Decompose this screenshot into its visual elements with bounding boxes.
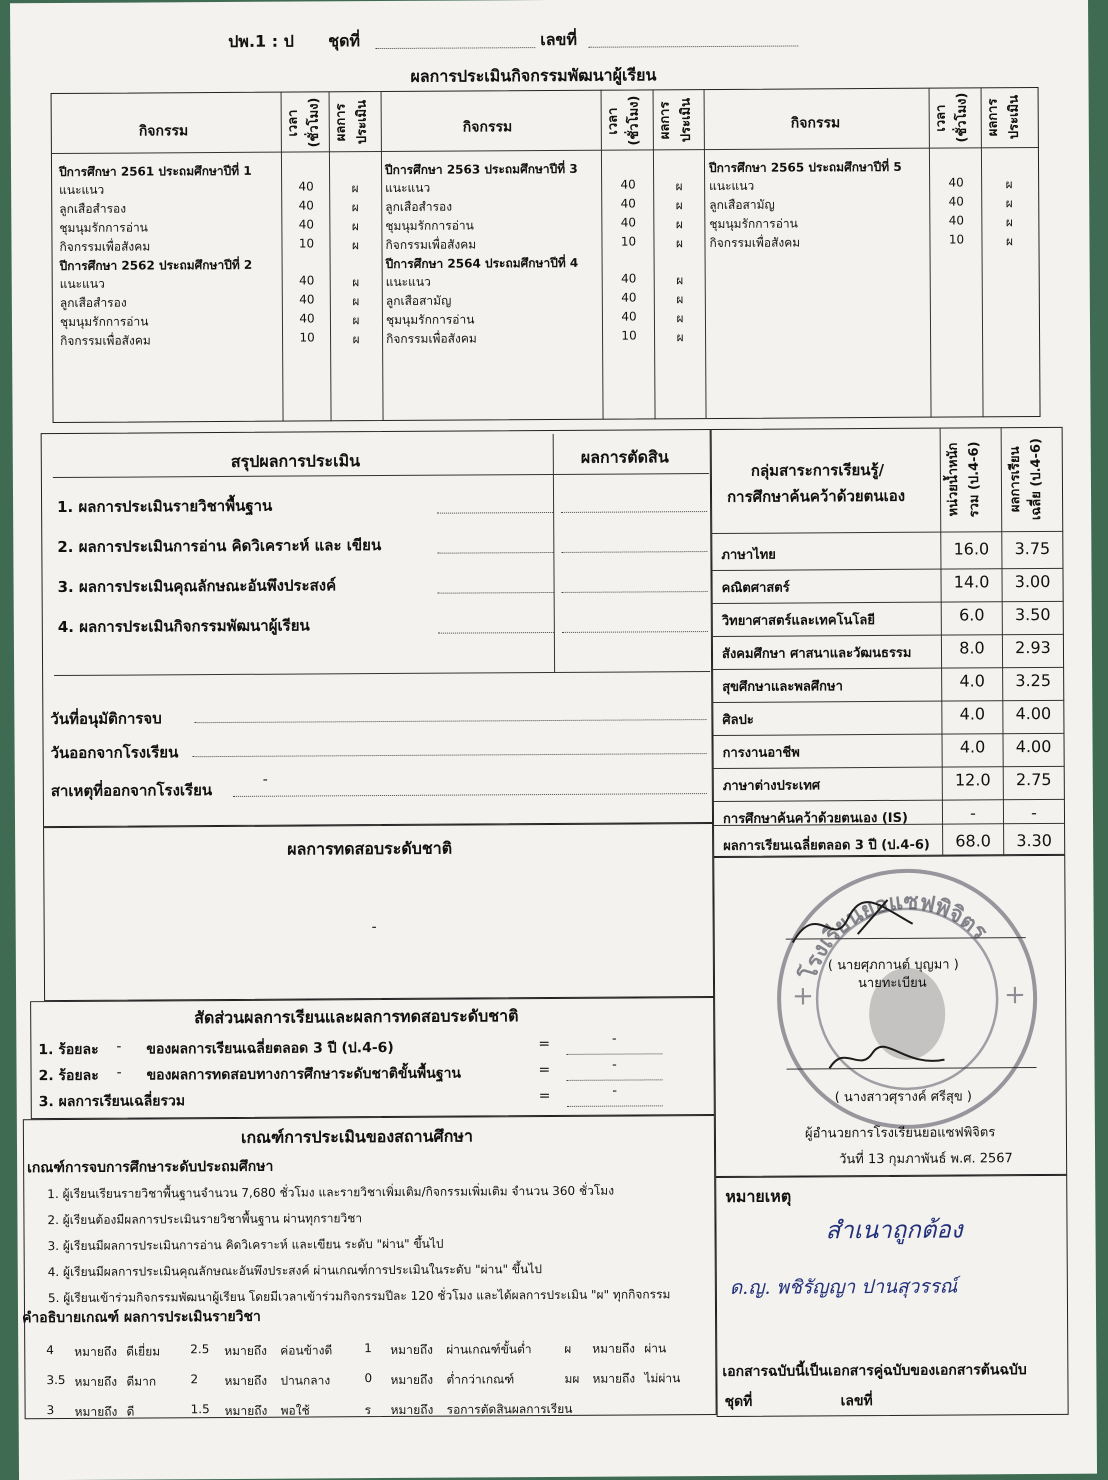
activity-name: ชุมนุมรักการอ่าน bbox=[59, 314, 149, 329]
director-title: ผู้อำนวยการโรงเรียนยอแซฟพิจิตร bbox=[804, 1125, 996, 1142]
approved-label: วันที่อนุมัติการจบ bbox=[50, 709, 162, 729]
transcript-sheet bbox=[10, 0, 1097, 1480]
left-school-label: วันออกจากโรงเรียน bbox=[50, 743, 179, 763]
grade-grid-cell: ต่ำกว่าเกณฑ์ bbox=[446, 1372, 515, 1387]
col2-result-header: ผลการประเมิน bbox=[657, 98, 694, 143]
year-heading: ปีการศึกษา 2564 ประถมศึกษาปีที่ 4 bbox=[385, 255, 579, 272]
subject-header-2: การศึกษาค้นคว้าด้วยตนเอง bbox=[726, 486, 906, 506]
col3-activity-header: กิจกรรม bbox=[790, 115, 841, 132]
summary-item: 1. ผลการประเมินรายวิชาพื้นฐาน bbox=[57, 496, 273, 517]
activity-result: ผ bbox=[351, 181, 359, 196]
grade-header: ผลการเรียน เฉลี่ย (ป.4-6) bbox=[1007, 438, 1045, 521]
col3-time-header: เวลา (ชั่วโมง) bbox=[933, 92, 970, 143]
subject-grade: - bbox=[1031, 803, 1037, 823]
grade-grid-cell: ผ bbox=[564, 1341, 572, 1356]
ratio-value: - bbox=[612, 1057, 617, 1073]
remarks-number-label: เลขที่ bbox=[840, 1393, 873, 1410]
activity-name: แนะแนว bbox=[709, 178, 755, 194]
ratio-value: - bbox=[612, 1083, 618, 1099]
summary-item: 4. ผลการประเมินกิจกรรมพัฒนาผู้เรียน bbox=[57, 616, 310, 637]
grade-grid-cell: ร bbox=[364, 1403, 372, 1418]
grade-grid-cell: หมายถึง bbox=[390, 1372, 434, 1387]
summary-item: 2. ผลการประเมินการอ่าน คิดวิเคราะห์ และ เขียน bbox=[57, 536, 382, 557]
subject-grade: 4.00 bbox=[1015, 736, 1052, 757]
subject-grade: 2.93 bbox=[1015, 637, 1051, 658]
subject-credits: - bbox=[970, 803, 976, 823]
grade-grid-cell: หมายถึง bbox=[224, 1343, 268, 1359]
activity-name: ลูกเสือสามัญ bbox=[385, 293, 452, 309]
grade-grid-cell: หมายถึง bbox=[224, 1403, 268, 1419]
activity-name: แนะแนว bbox=[59, 182, 105, 197]
subject-grade: 3.25 bbox=[1015, 670, 1052, 691]
subject-credits: 4.0 bbox=[959, 671, 985, 691]
activity-result: ผ bbox=[1005, 234, 1014, 249]
registrar-title: นายทะเบียน bbox=[857, 975, 927, 992]
subject-name: ภาษาไทย bbox=[721, 547, 776, 563]
ratio-equals: = bbox=[538, 1062, 551, 1079]
activity-result: ผ bbox=[676, 330, 684, 345]
activity-name: ลูกเสือสำรอง bbox=[59, 295, 127, 310]
activity-result: ผ bbox=[351, 238, 360, 253]
activity-hours: 40 bbox=[299, 311, 315, 326]
col1-time-header: เวลา (ชั่วโมง) bbox=[285, 97, 322, 148]
summary-title: สรุปผลการประเมิน bbox=[230, 451, 361, 471]
grade-grid-cell: ปานกลาง bbox=[280, 1373, 331, 1388]
grade-grid-cell: หมายถึง bbox=[74, 1404, 118, 1419]
col3-result-header: ผลการประเมิน bbox=[985, 95, 1022, 140]
grade-grid-cell: หมายถึง bbox=[592, 1371, 636, 1386]
year-heading: ปีการศึกษา 2561 ประถมศึกษาปีที่ 1 bbox=[58, 163, 252, 179]
grade-grid-cell: 2.5 bbox=[190, 1342, 210, 1357]
activity-name: ลูกเสือสำรอง bbox=[385, 199, 453, 215]
activity-result: ผ bbox=[352, 294, 360, 309]
col1-result-header: ผลการประเมิน bbox=[333, 100, 370, 145]
total-label: ผลการเรียนเฉลี่ยตลอด 3 ปี (ป.4-6) bbox=[723, 837, 930, 854]
activity-name: ลูกเสือสามัญ bbox=[709, 197, 775, 213]
ratio-prefix: 2. ร้อยละ bbox=[38, 1067, 99, 1085]
grade-grid-cell: 3.5 bbox=[46, 1372, 66, 1388]
ratio-prefix: 3. ผลการเรียนเฉลี่ยรวม bbox=[38, 1093, 186, 1111]
subject-header-1: กลุ่มสาระการเรียนรู้/ bbox=[750, 460, 885, 480]
subject-name: การศึกษาค้นคว้าด้วยตนเอง (IS) bbox=[722, 810, 908, 827]
remarks-set-label: ชุดที่ bbox=[724, 1393, 753, 1410]
subject-grade: 2.75 bbox=[1015, 769, 1052, 790]
grade-grid-cell: ไม่ผ่าน bbox=[644, 1371, 681, 1386]
copy-note: เอกสารฉบับนี้เป็นเอกสารคู่ฉบับของเอกสารต้นฉบับ bbox=[722, 1362, 1027, 1380]
activity-result: ผ bbox=[676, 292, 684, 307]
handwritten-name: ด.ญ. พชิรัญญา ปานสุวรรณ์ bbox=[729, 1275, 958, 1299]
activity-result: ผ bbox=[676, 273, 684, 288]
activity-result: ผ bbox=[675, 179, 683, 194]
activity-name: กิจกรรมเพื่อสังคม bbox=[385, 237, 477, 253]
subject-name: สุขศึกษาและพลศึกษา bbox=[722, 679, 843, 695]
activity-hours: 40 bbox=[620, 196, 636, 211]
grade-grid-cell: 3 bbox=[46, 1403, 55, 1418]
activity-result: ผ bbox=[352, 332, 360, 347]
subject-credits: 4.0 bbox=[959, 737, 986, 757]
activity-hours: 40 bbox=[298, 217, 315, 232]
grade-grid-cell: ค่อนข้างดี bbox=[280, 1343, 333, 1358]
grade-grid-cell: ผ่านเกณฑ์ขั้นต่ำ bbox=[446, 1342, 532, 1357]
set-line bbox=[375, 47, 535, 49]
year-heading: ปีการศึกษา 2565 ประถมศึกษาปีที่ 5 bbox=[708, 159, 902, 176]
subject-name: การงานอาชีพ bbox=[722, 745, 800, 761]
activity-title: ผลการประเมินกิจกรรมพัฒนาผู้เรียน bbox=[410, 65, 657, 86]
subject-credits: 16.0 bbox=[953, 539, 990, 559]
activity-name: ชุมนุมรักการอ่าน bbox=[385, 312, 475, 328]
handwritten-certified: สำเนาถูกต้อง bbox=[825, 1215, 963, 1245]
grade-grid-cell: ดีเยี่ยม bbox=[126, 1344, 161, 1359]
grade-grid-cell: พอใช้ bbox=[280, 1403, 310, 1418]
activity-result: ผ bbox=[1005, 215, 1013, 230]
activity-hours: 10 bbox=[621, 328, 637, 343]
activity-name: ชุมนุมรักการอ่าน bbox=[385, 218, 474, 234]
activity-name: ชุมนุมรักการอ่าน bbox=[59, 220, 148, 235]
activity-hours: 40 bbox=[948, 213, 965, 228]
activity-result: ผ bbox=[352, 275, 360, 290]
activity-name: แนะแนว bbox=[385, 180, 431, 196]
grade-grid-cell: 2 bbox=[190, 1372, 199, 1387]
registrar-name: ( นายศุภกานต์ บุญมา ) bbox=[827, 957, 959, 974]
activity-hours: 40 bbox=[298, 198, 314, 213]
criteria-item: 4. ผู้เรียนมีผลการประเมินคุณลักษณะอันพึงประสงค์ ผ่านเกณฑ์การประเมินในระดับ "ผ่าน" ขึ้นไป bbox=[47, 1262, 542, 1280]
year-heading: ปีการศึกษา 2563 ประถมศึกษาปีที่ 3 bbox=[384, 161, 578, 178]
activity-name: แนะแนว bbox=[59, 276, 105, 291]
activity-name: กิจกรรมเพื่อสังคม bbox=[386, 331, 477, 347]
col2-time-header: เวลา (ชั่วโมง) bbox=[605, 95, 642, 146]
grade-grid-cell: ดี bbox=[126, 1404, 135, 1419]
subject-grade: 4.00 bbox=[1015, 703, 1052, 724]
criteria-item: 3. ผู้เรียนมีผลการประเมินการอ่าน คิดวิเคราะห์ และเขียน ระดับ "ผ่าน" ขึ้นไป bbox=[47, 1236, 444, 1254]
subject-credits: 14.0 bbox=[953, 572, 990, 592]
grade-grid-cell: หมายถึง bbox=[74, 1344, 118, 1359]
subject-grade: 3.75 bbox=[1014, 538, 1051, 559]
ratio-prefix: 1. ร้อยละ bbox=[38, 1041, 99, 1059]
activity-result: ผ bbox=[1005, 196, 1013, 211]
director-name: ( นางสาวศุรางค์ ศรีสุข ) bbox=[834, 1089, 973, 1106]
number-line bbox=[588, 45, 798, 47]
activity-result: ผ bbox=[352, 313, 360, 328]
svg-text:+: + bbox=[792, 981, 814, 1012]
grade-grid-cell: มผ bbox=[564, 1371, 580, 1386]
subject-grade: 3.50 bbox=[1014, 604, 1051, 625]
activity-hours: 40 bbox=[299, 292, 315, 307]
activity-hours: 10 bbox=[620, 234, 637, 249]
grade-grid-cell: 1 bbox=[364, 1341, 372, 1356]
activity-hours: 40 bbox=[948, 175, 964, 190]
subject-name: สังคมศึกษา ศาสนาและวัฒนธรรม bbox=[721, 645, 912, 662]
activity-hours: 40 bbox=[620, 215, 637, 230]
activity-hours: 40 bbox=[620, 177, 636, 192]
number-label: เลขที่ bbox=[540, 29, 578, 50]
subject-credits: 4.0 bbox=[959, 704, 986, 724]
registrar-signature bbox=[787, 894, 917, 955]
subject-name: ภาษาต่างประเทศ bbox=[722, 778, 821, 794]
svg-text:+: + bbox=[1003, 980, 1026, 1011]
reason-value: - bbox=[262, 771, 268, 788]
activity-result: ผ bbox=[675, 217, 683, 232]
activity-result: ผ bbox=[675, 198, 683, 213]
activity-name: กิจกรรมเพื่อสังคม bbox=[709, 235, 801, 251]
activity-hours: 40 bbox=[298, 179, 314, 194]
activity-hours: 40 bbox=[299, 273, 315, 288]
ratio-dash: - bbox=[116, 1064, 122, 1081]
form-code: ปพ.1 : ป bbox=[228, 31, 294, 51]
criteria-item: 2. ผู้เรียนต้องมีผลการประเมินรายวิชาพื้นฐาน ผ่านทุกรายวิชา bbox=[47, 1211, 363, 1228]
activity-name: แนะแนว bbox=[385, 274, 431, 290]
activity-result: ผ bbox=[351, 200, 359, 215]
activity-hours: 40 bbox=[948, 194, 964, 209]
activity-result: ผ bbox=[351, 219, 359, 234]
activity-hours: 10 bbox=[298, 236, 315, 251]
activity-result: ผ bbox=[676, 311, 684, 326]
activity-result: ผ bbox=[1005, 177, 1013, 192]
ratio-title: สัดส่วนผลการเรียนและผลการทดสอบระดับชาติ bbox=[194, 1006, 519, 1028]
grade-grid-cell: หมายถึง bbox=[224, 1373, 268, 1389]
total-grade: 3.30 bbox=[1016, 830, 1053, 851]
national-test-value: - bbox=[371, 919, 377, 936]
activity-hours: 40 bbox=[621, 290, 637, 305]
criteria-item: 1. ผู้เรียนเรียนรายวิชาพื้นฐานจำนวน 7,680 ชั่วโมง และรายวิชาเพิ่มเติม/กิจกรรมเพิ่มเติม จำนวน 360 ชั่วโมง bbox=[47, 1183, 615, 1202]
activity-name: กิจกรรมเพื่อสังคม bbox=[59, 239, 151, 254]
grade-grid-cell: หมายถึง bbox=[592, 1341, 636, 1356]
subject-name: ศิลปะ bbox=[722, 712, 754, 728]
grade-grid-cell: ผ่าน bbox=[644, 1341, 667, 1356]
subject-name: วิทยาศาสตร์และเทคโนโลยี bbox=[721, 613, 876, 629]
set-label: ชุดที่ bbox=[328, 31, 361, 51]
activity-hours: 40 bbox=[621, 309, 637, 324]
year-heading: ปีการศึกษา 2562 ประถมศึกษาปีที่ 2 bbox=[59, 257, 253, 273]
subject-name: คณิตศาสตร์ bbox=[721, 580, 790, 596]
activity-hours: 10 bbox=[299, 330, 315, 345]
activity-result: ผ bbox=[675, 236, 684, 251]
grade-grid-cell: ดีมาก bbox=[126, 1374, 157, 1389]
ratio-equals: = bbox=[538, 1036, 551, 1053]
summary-item: 3. ผลการประเมินคุณลักษณะอันพึงประสงค์ bbox=[57, 576, 337, 597]
grade-grid-cell: 0 bbox=[364, 1371, 373, 1386]
subject-credits: 8.0 bbox=[959, 638, 985, 658]
director-signature bbox=[824, 1038, 954, 1079]
total-credits: 68.0 bbox=[955, 831, 992, 851]
ratio-text: ของผลการเรียนเฉลี่ยตลอด 3 ปี (ป.4-6) bbox=[146, 1039, 394, 1058]
col1-activity-header: กิจกรรม bbox=[138, 123, 189, 140]
ratio-value: - bbox=[611, 1031, 617, 1047]
grade-grid-cell: หมายถึง bbox=[390, 1342, 434, 1357]
grade-grid-cell: รอการตัดสินผลการเรียน bbox=[446, 1401, 573, 1417]
credits-header: หน่วยน้ำหนัก รวม (ป.4-6) bbox=[945, 441, 983, 518]
ratio-equals: = bbox=[538, 1088, 551, 1105]
col2-activity-header: กิจกรรม bbox=[462, 119, 513, 136]
grade-grid-cell: 4 bbox=[46, 1343, 54, 1358]
activity-hours: 10 bbox=[948, 232, 965, 247]
reason-label: สาเหตุที่ออกจากโรงเรียน bbox=[50, 781, 213, 801]
activity-name: ลูกเสือสำรอง bbox=[59, 201, 127, 216]
activity-hours: 40 bbox=[621, 271, 637, 286]
criteria-item: 5. ผู้เรียนเข้าร่วมกิจกรรมพัฒนาผู้เรียน โดยมีเวลาเข้าร่วมกิจกรรมปีละ 120 ชั่วโมง และได้ผลการประเมิน "ผ" ทุกกิจกรรม bbox=[47, 1287, 671, 1306]
subject-credits: 6.0 bbox=[958, 605, 985, 625]
sign-date: วันที่ 13 กุมภาพันธ์ พ.ศ. 2567 bbox=[839, 1151, 1013, 1168]
grade-grid-cell: หมายถึง bbox=[390, 1402, 434, 1417]
national-test-title: ผลการทดสอบระดับชาติ bbox=[287, 838, 453, 859]
summary-result-header: ผลการตัดสิน bbox=[580, 447, 669, 467]
stamp-text: โรงเรียนยอแซฟพิจิตร bbox=[796, 889, 992, 983]
ratio-text: ของผลการทดสอบทางการศึกษาระดับชาติขั้นพื้นฐาน bbox=[146, 1065, 462, 1084]
activity-name: ชุมนุมรักการอ่าน bbox=[709, 216, 798, 232]
ratio-dash: - bbox=[116, 1038, 122, 1055]
criteria-title: เกณฑ์การประเมินของสถานศึกษา bbox=[240, 1126, 473, 1147]
explain-title: คำอธิบายเกณฑ์ ผลการประเมินรายวิชา bbox=[21, 1308, 261, 1327]
subject-grade: 3.00 bbox=[1014, 571, 1051, 592]
grade-grid-cell: หมายถึง bbox=[74, 1374, 118, 1389]
criteria-subtitle: เกณฑ์การจบการศึกษาระดับประถมศึกษา bbox=[27, 1158, 274, 1177]
remarks-title: หมายเหตุ bbox=[725, 1186, 792, 1206]
subject-credits: 12.0 bbox=[954, 770, 991, 790]
grade-grid-cell: 1.5 bbox=[190, 1402, 210, 1417]
activity-name: กิจกรรมเพื่อสังคม bbox=[60, 333, 151, 348]
